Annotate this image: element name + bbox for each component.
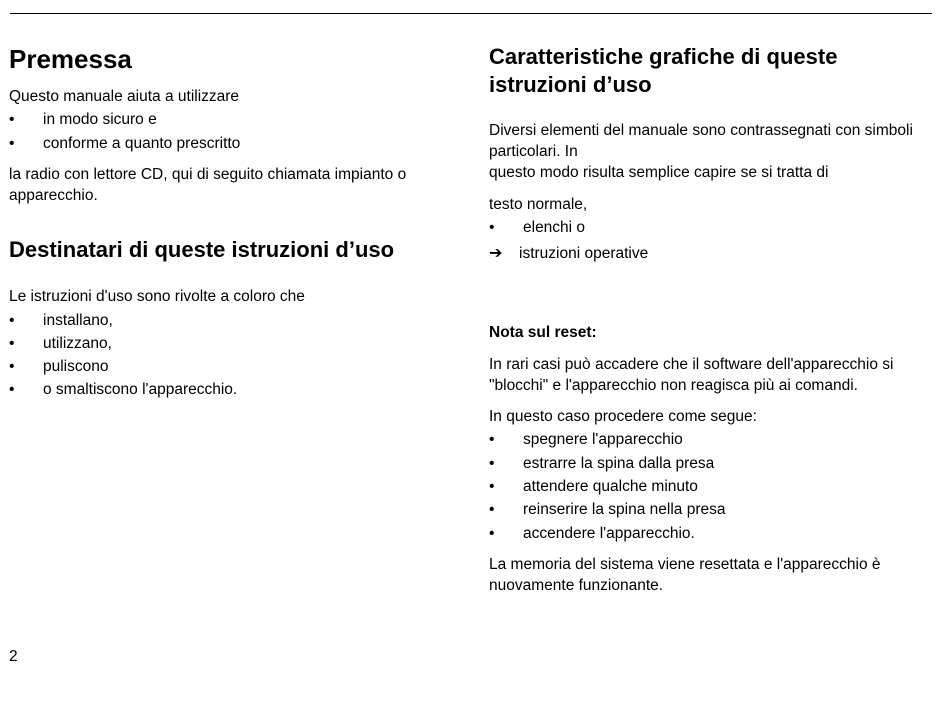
list-item-text: accendere l'apparecchio. (523, 525, 695, 542)
reset-note-title: Nota sul reset: (489, 324, 597, 341)
instruction-item-text: istruzioni operative (519, 245, 649, 262)
reset-note-intro: In questo caso procedere come segue: (489, 408, 757, 425)
premessa-intro: Questo manuale aiuta a utilizzare (9, 88, 240, 105)
page-number: 2 (9, 648, 18, 665)
list-item-text: conforme a quanto prescritto (43, 135, 241, 152)
normal-text-example: testo normale, (489, 196, 588, 213)
bullet-icon: • (489, 478, 495, 495)
bullet-icon: • (489, 455, 495, 472)
caratteristiche-para2: questo modo risulta semplice capire se si tratta di (489, 164, 829, 181)
list-item-text: attendere qualche minuto (523, 478, 698, 495)
premessa-outro: la radio con lettore CD, qui di seguito chiamata impianto o apparecchio. (9, 166, 407, 204)
caratteristiche-para: Diversi elementi del manuale sono contrassegnati con simboli particolari. In (489, 122, 913, 160)
list-item-text: puliscono (43, 358, 109, 375)
top-rule (10, 13, 932, 14)
list-item-text: spegnere l'apparecchio (523, 431, 683, 448)
section-title-destinatari: Destinatari di queste istruzioni d’uso (9, 237, 395, 262)
list-item-text: installano, (43, 312, 113, 329)
bullet-icon: • (9, 335, 15, 352)
section-title-caratteristiche-line1: Caratteristiche grafiche di queste (489, 44, 838, 69)
list-item-text: reinserire la spina nella presa (523, 501, 726, 518)
reset-note-para: In rari casi può accadere che il software dell'apparecchio si "blocchi" e l'apparecchio non reagisca più ai comandi. (489, 356, 894, 394)
bullet-icon: • (9, 381, 15, 398)
list-item-text: estrarre la spina dalla presa (523, 455, 715, 472)
list-item-text: o smaltiscono l'apparecchio. (43, 381, 238, 398)
bullet-icon: • (9, 312, 15, 329)
bullet-icon: • (489, 219, 495, 236)
bullet-icon: • (9, 111, 15, 128)
arrow-right-icon: ➔ (489, 245, 503, 262)
bullet-icon: • (489, 431, 495, 448)
bullet-icon: • (9, 135, 15, 152)
destinatari-intro: Le istruzioni d'uso sono rivolte a coloro che (9, 288, 305, 305)
list-item-text: utilizzano, (43, 335, 112, 352)
section-title-premessa: Premessa (9, 44, 132, 74)
bullet-icon: • (9, 358, 15, 375)
list-item-text: elenchi o (523, 219, 586, 236)
bullet-icon: • (489, 501, 495, 518)
bullet-icon: • (489, 525, 495, 542)
list-item-text: in modo sicuro e (43, 111, 157, 128)
section-title-caratteristiche-line2: istruzioni d’uso (489, 72, 652, 97)
reset-note-outro: La memoria del sistema viene resettata e l'apparecchio è nuovamente funzionante. (489, 556, 881, 594)
